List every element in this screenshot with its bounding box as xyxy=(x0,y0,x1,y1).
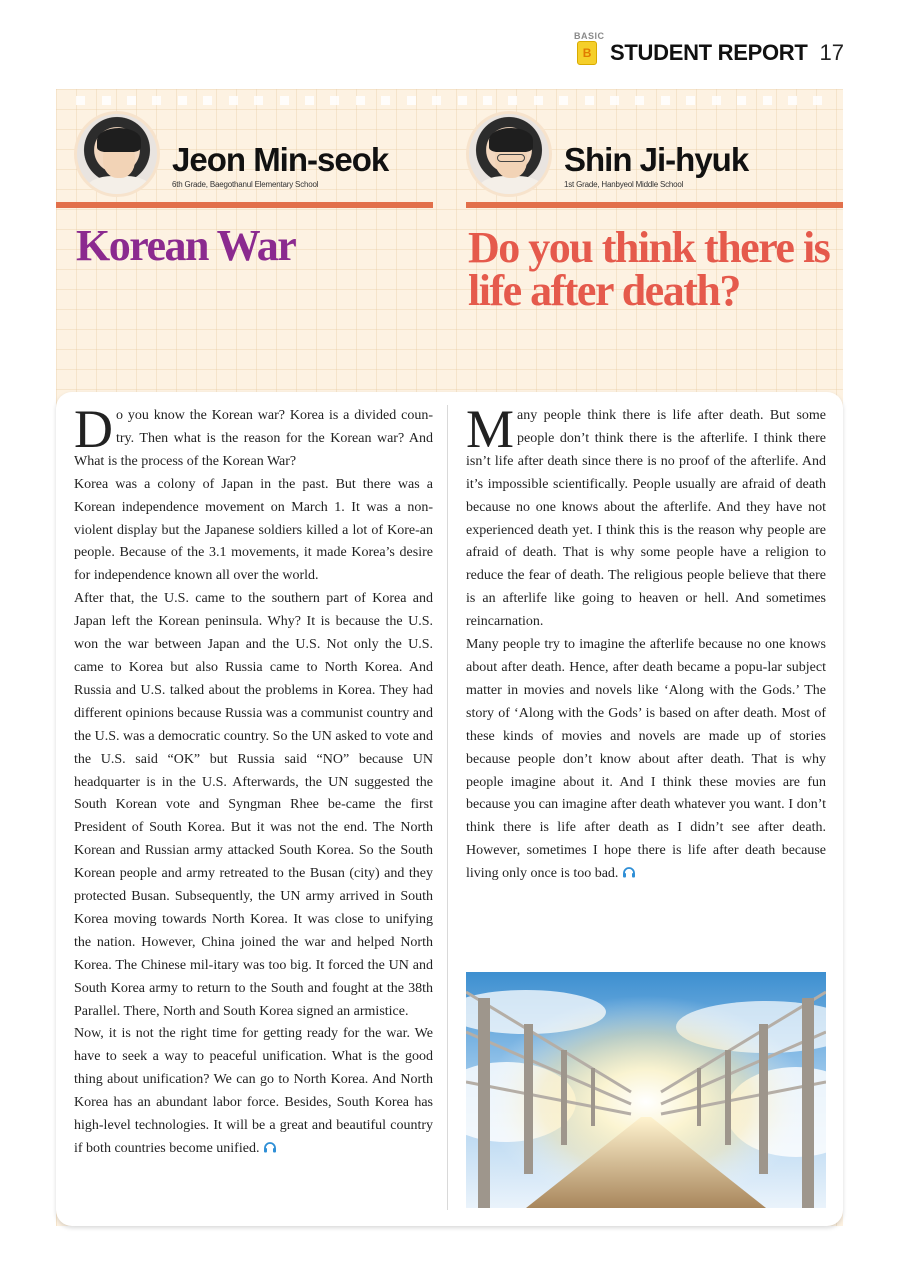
paragraph: Korea was a colony of Japan in the past. But there was a Korean independence movement on March 1. It was a non-violent display but the Japanese soldiers killed a lot of Kore-an people. Because of the 3.1 movements, it made Korea’s desire for independence known all over the world. xyxy=(74,476,433,584)
page-number: 17 xyxy=(819,40,844,65)
right-dropcap: M xyxy=(466,399,515,459)
right-article-title: Do you think there is life after death? xyxy=(468,223,830,316)
headphones-icon xyxy=(263,1141,277,1153)
report-label: STUDENT REPORT xyxy=(610,40,808,65)
badge-top-text: BASIC xyxy=(574,31,605,41)
right-author-name: Shin Ji-hyuk xyxy=(564,141,749,178)
paragraph: After that, the U.S. came to the southern part of Korea and Japan left the Korean peninsula. Why? It is because the U.S. won the war between Japan and the U.S. Not only the U.S. came to Korea but also Russia came to North Korea. And Russia and U.S. talked about the problems in Korea. They had different opinions because Russia was a communist country and the U.S. was a democratic country. So the UN asked to vote and the U.S. said “OK” but Russia said “NO” because UN headquarter is in the U.S. Afterwards, the UN suggested the South Korean vote and Syngman Rhee be-came the first President of South Korea. But it was not the end. The North Korean and Russian army attacked South Korea. So the South Korean people and army retreated to the Busan (city) and they protected Busan. Subsequently, the UN army arrived in South Korea moving towards North Korea. It was close to unifying the nation. However, China joined the war and helped North Korea. The Chinese mil-itary was too big. It forced the UN and South Korea army to return to the South and fought at the 38th Parallel. There, North and South Korea signed an armistice. xyxy=(74,591,433,1019)
column-divider xyxy=(447,405,448,1210)
paragraph: Now, it is not the right time for getting ready for the war. We have to seek a way to peaceful unification. What is the good thing about unification? We can go to North Korea. And North Korea has an abundant labor force. Besides, South Korea has high-level technologies. It will be a great and beautiful country if both countries become unified. xyxy=(74,1026,433,1156)
left-author-name: Jeon Min-seok xyxy=(172,141,389,178)
left-author-avatar xyxy=(74,111,160,197)
left-article-body xyxy=(74,399,433,1161)
left-author-school: 6th Grade, Baegothanul Elementary School xyxy=(172,180,319,189)
right-author-block xyxy=(466,108,748,200)
paragraph: Many people think there is life after death. But some people don’t think there is the afterlife. I think there isn’t life after death since there is no proof of the afterlife. And it’s impossible scientifically. People usually are afraid of death because no one knows about the afterlife. And they have not experienced death yet. I think this is the reason why people are afraid of death. That is why some people have a religion to reduce the fear of death. The religious people believe that there is an afterlife like going to heaven or hell. And sometimes reincarnation. xyxy=(466,399,826,630)
left-divider-bar xyxy=(56,202,433,208)
right-author-avatar xyxy=(466,111,552,197)
right-article-body xyxy=(466,399,826,886)
decorative-dots xyxy=(56,96,843,106)
bridge-to-heaven-image xyxy=(466,972,826,1208)
paragraph: Many people try to imagine the afterlife because no one knows about after death. Hence, after death became a popu-lar subject matter in movies and novels like ‘Along with the Gods.’ The story of ‘Along with the Gods’ is based on after death. Most of these kinds of movies and novels are made up of stories because people don’t know about after death. That is why people imagine about it. And I think these movies are fun because you can imagine after death whatever you want. I don’t think there is life after death as I didn’t see after death. However, sometimes I hope there is life after death because living only once is too bad. xyxy=(466,637,826,882)
left-dropcap: D xyxy=(74,399,113,459)
badge-letter: B xyxy=(582,46,592,60)
report-header xyxy=(572,30,844,76)
headphones-icon xyxy=(622,866,636,878)
right-divider-bar xyxy=(466,202,843,208)
right-author-school: 1st Grade, Hanbyeol Middle School xyxy=(564,180,684,189)
left-article-title: Korean War xyxy=(76,221,296,270)
basic-badge-icon xyxy=(572,31,605,75)
left-author-block xyxy=(74,108,388,200)
paragraph: Do you know the Korean war? Korea is a divided coun-try. Then what is the reason for the Korean war? And What is the process of the Korean War? xyxy=(74,399,433,469)
